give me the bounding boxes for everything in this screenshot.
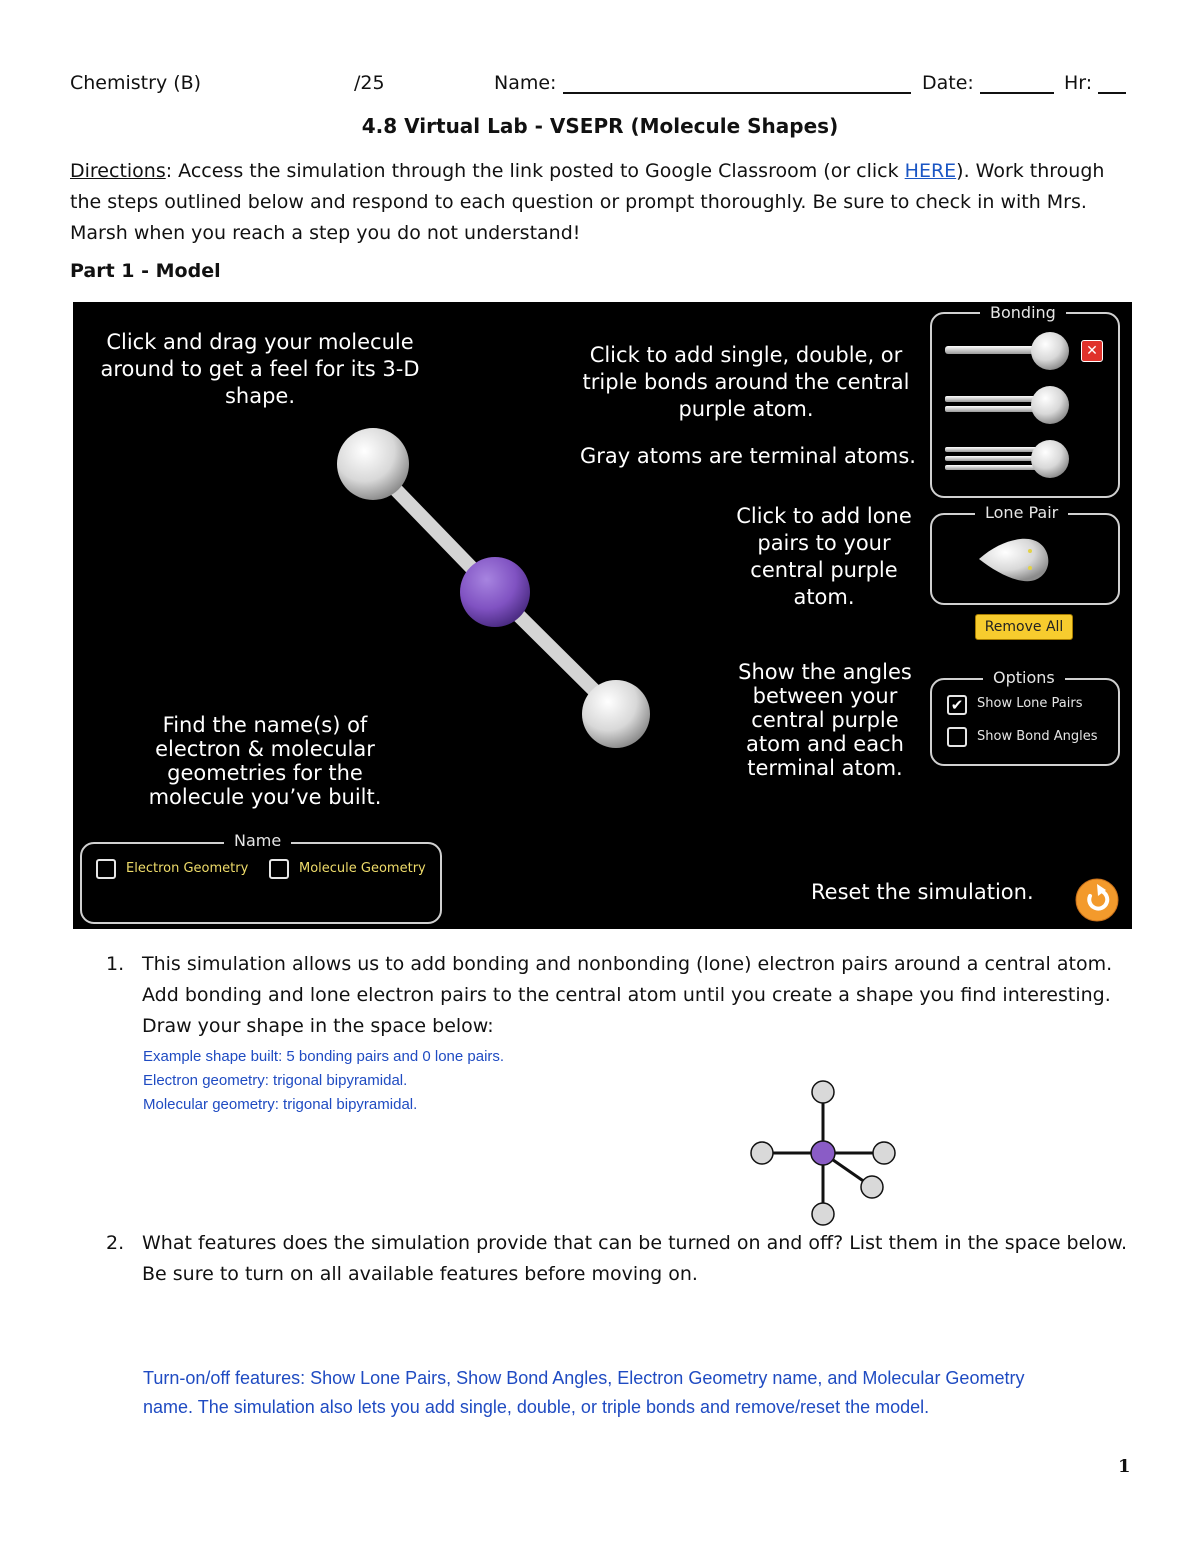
date-label: Date: [922,72,974,94]
terminal-atom-bottom [582,680,650,748]
name-panel [80,842,442,924]
bonds-instruction: Click to add single, double, or triple bonds around the central purple atom. [582,343,910,421]
remove-all-button[interactable]: Remove All [975,614,1073,640]
molecule-geometry-checkbox[interactable] [269,859,289,879]
name-label: Name: [494,72,557,94]
reset-button[interactable] [1076,879,1118,921]
course-label: Chemistry (B) [70,72,202,94]
directions [70,156,1130,249]
q1-answer-line: Electron geometry: trigonal bipyramidal. [143,1072,408,1089]
page-title: 4.8 Virtual Lab - VSEPR (Molecule Shapes) [361,114,839,138]
name-panel-label: Name [224,831,291,850]
show-bond-angles-label: Show Bond Angles [977,729,1098,744]
options-label: Options [983,668,1065,687]
show-lone-pairs-checkbox[interactable]: ✔ [947,695,967,715]
q2-answer: Turn-on/off features: Show Lone Pairs, Show Bond Angles, Electron Geometry name, and Molecular Geometry name. The simulation also lets you add single, double, or triple bonds and remove/reset the model. [143,1368,1025,1417]
q1-text: This simulation allows us to add bonding and nonbonding (lone) electron pairs around a central atom. Add bonding and lone electron pairs to the central atom until you create a shape you find interesting. Draw your shape in the space below: [142,953,1113,1037]
gray-atoms-note: Gray atoms are terminal atoms. [580,444,916,468]
lone-pair-panel [930,513,1120,605]
directions-text-2: ). Work through the steps outlined below and respond to each question or prompt thoroughly. Be sure to check in with Mrs. Marsh when you reach a step you do not understand! [70,160,1105,244]
directions-text-1: : Access the simulation through the link posted to Google Classroom (or click [165,160,905,182]
q1-answer-line: Example shape built: 5 bonding pairs and 0 lone pairs. [143,1048,505,1065]
score-label: /25 [354,72,385,94]
show-bond-angles-checkbox[interactable] [947,727,967,747]
part1-heading: Part 1 - Model [70,260,221,282]
q2-number: 2. [106,1232,125,1254]
q1-answer [143,1045,504,1117]
molecule-drawing [744,1076,904,1228]
simulation-screenshot [73,302,1132,929]
options-panel [930,678,1120,766]
lone-pair-label: Lone Pair [975,503,1068,522]
reset-instruction: Reset the simulation. [811,880,1034,904]
hr-label: Hr: [1064,72,1093,94]
hr-blank [1098,72,1126,94]
q1-answer-line: Molecular geometry: trigonal bipyramidal. [143,1096,418,1113]
here-link[interactable]: HERE [904,160,957,182]
q1-number: 1. [106,953,125,975]
drag-instruction: Click and drag your molecule around to get a feel for its 3-D shape. [100,330,420,408]
lone-pair-instruction: Click to add lone pairs to your central purple atom. [736,504,912,609]
central-atom [460,557,530,627]
page-number: 1 [1118,1456,1131,1477]
name-blank [563,72,911,94]
bonding-label: Bonding [980,303,1066,322]
date-blank [980,72,1054,94]
terminal-atom-top [337,428,409,500]
remove-bond-button[interactable]: ✕ [1081,340,1103,362]
geometry-instruction: Find the name(s) of electron & molecular geometries for the molecule you’ve built. [148,713,382,809]
date-field [922,72,1054,94]
electron-geometry-label: Electron Geometry [126,861,249,876]
angles-instruction: Show the angles between your central purple atom and each terminal atom. [738,660,912,780]
molecule-geometry-label: Molecule Geometry [299,861,426,876]
name-field [494,72,911,94]
hr-field [1064,72,1126,94]
electron-geometry-checkbox[interactable] [96,859,116,879]
directions-label: Directions [70,160,166,182]
show-lone-pairs-label: Show Lone Pairs [977,696,1083,711]
q2-text: What features does the simulation provide that can be turned on and off? List them in the space below. Be sure to turn on all available features before moving on. [142,1232,1128,1285]
